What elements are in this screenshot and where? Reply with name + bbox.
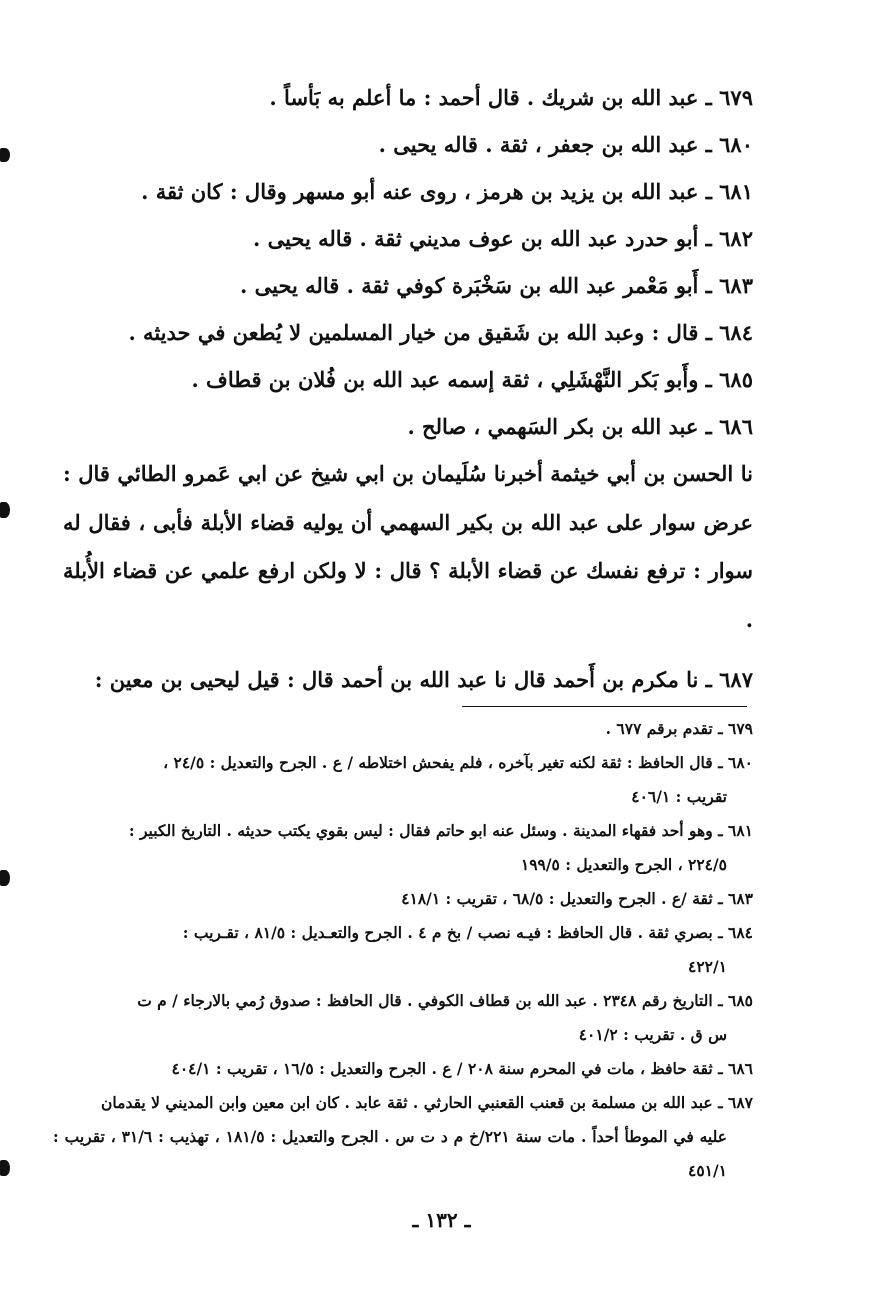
page-number: ـ ١٣٢ ـ [412, 1208, 471, 1232]
footnote-685 [53, 984, 753, 1052]
main-text [63, 74, 753, 700]
entry-686: ٦٨٦ ـ عبد الله بن بكر السَهمي ، صالح . [407, 414, 753, 439]
entry-681: ٦٨١ ـ عبد الله بن يزيد بن هرمز ، روى عنه أبو مسهر وقال : كان ثقة . [141, 179, 753, 204]
footnote-text: ٦٨٧ ـ عبد الله بن مسلمة بن قعنب القعنبي الحارثي . ثقة عابد . كان ابن معين وابن المديني لا يقدمان [101, 1093, 753, 1112]
footnote-continuation: س ق . تقريب : ٤٠١/٢ [578, 1025, 727, 1044]
entry-680: ٦٨٠ ـ عبد الله بن جعفر ، ثقة . قاله يحيى . [378, 132, 753, 157]
margin-mark [0, 502, 10, 518]
footnote-679 [53, 712, 753, 746]
narration-paragraph: نا الحسن بن أبي خيثمة أخبرنا سُلَيمان بن ابي شيخ عن ابي عَمرو الطائي قال : عرض سوار على عبد الله بن بكير السهمي أن يوليه قضاء الأبلة فأبى ، فقال له سوار : ترفع نفسك عن قضاء الأبلة ؟ قال : لا ولكن ارفع علمي عن قضاء الأُبلة . [63, 461, 753, 632]
footnote-text: ٦٨١ ـ وهو أحد فقهاء المدينة . وسئل عنه ابو حاتم فقال : ليس بقوي يكتب حديثه . التاريخ الكبير : [128, 821, 753, 840]
footnote-687 [53, 1086, 753, 1188]
footnote-continuation: ٤٢٢/١ [688, 957, 727, 976]
footnote-continuation: ٢٢٤/٥ ، الجرح والتعديل : ١٩٩/٥ [520, 855, 727, 874]
footnote-680 [53, 746, 753, 814]
entry-685: ٦٨٥ ـ وأَبو بَكر النَّهْشَلِي ، ثقة إسمه عبد الله بن فُلان بن قطاف . [191, 367, 753, 392]
footnote-683 [53, 882, 753, 916]
footnote-continuation: عليه في الموطأ أحداً . مات سنة ٢٢١/خ م د ت س . الجرح والتعديل : ١٨١/٥ ، تهذيب : ٣١/٦ ، تقريب : ٤٥١/١ [53, 1127, 727, 1180]
footnote-text: ٦٨٠ ـ قال الحافظ : ثقة لكنه تغير بآخره ، فلم يفحش اختلاطه / ع . الجرح والتعديل : ٢٤/٥ ، [163, 753, 753, 772]
margin-mark [0, 148, 10, 162]
margin-mark [0, 870, 10, 886]
footnote-text: ٦٧٩ ـ تقدم برقم ٦٧٧ . [605, 719, 753, 738]
footnote-text: ٦٨٥ ـ التاريخ رقم ٢٣٤٨ . عبد الله بن قطاف الكوفي . قال الحافظ : صدوق رُمي بالارجاء / م ت [137, 991, 753, 1010]
margin-mark [0, 1160, 10, 1176]
footnote-686 [53, 1052, 753, 1086]
footnote-681 [53, 814, 753, 882]
entry-684: ٦٨٤ ـ قال : وعبد الله بن شَقيق من خيار المسلمين لا يُطعن في حديثه . [128, 320, 753, 345]
entry-687: ٦٨٧ ـ نا مكرم بن أَحمد قال نا عبد الله بن أحمد قال : قيل ليحيى بن معين : [94, 667, 753, 692]
footnote-684 [53, 916, 753, 984]
footnote-text: ٦٨٣ ـ ثقة /ع . الجرح والتعديل : ٦٨/٥ ، تقريب : ٤١٨/١ [401, 889, 753, 908]
entry-683: ٦٨٣ ـ أَبو مَعْمر عبد الله بن سَخْبَرة كوفي ثقة . قاله يحيى . [240, 273, 753, 298]
footnotes [53, 712, 753, 1188]
entry-682: ٦٨٢ ـ أبو حدرد عبد الله بن عوف مديني ثقة . قاله يحيى . [252, 226, 753, 251]
footnote-text: ٦٨٤ ـ بصري ثقة . قال الحافظ : فيـه نصب / بخ م ٤ . الجرح والتعـديل : ٨١/٥ ، تقـريب : [182, 923, 753, 942]
footnote-continuation: تقريب : ٤٠٦/١ [631, 787, 727, 806]
footnote-divider [462, 706, 747, 707]
footnote-text: ٦٨٦ ـ ثقة حافظ ، مات في المحرم سنة ٢٠٨ / ع . الجرح والتعديل : ١٦/٥ ، تقريب : ٤٠٤/١ [171, 1059, 753, 1078]
entry-679: ٦٧٩ ـ عبد الله بن شريك . قال أحمد : ما أعلم به بَأساً . [269, 85, 753, 110]
